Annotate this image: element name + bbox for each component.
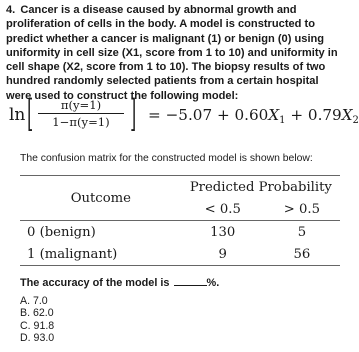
equation-ln: ln [9,105,26,125]
accuracy-suffix: %. [206,277,220,289]
variable-x1: X [268,106,280,124]
plus-sign-2: + [290,106,304,124]
option-c[interactable] [20,320,54,332]
right-bracket: ] [130,92,137,135]
header-row [20,176,340,199]
fraction-denominator: 1−π(y=1) [52,115,110,129]
cell-benign-high: 5 [297,224,307,240]
intercept: −5.07 [165,106,213,124]
row-label-malignant: 1 (malignant) [20,243,182,266]
option-value: 93.0 [33,332,55,345]
question-number: 4. [6,4,16,16]
left-bracket: [ [27,92,34,135]
column-header-high: > 0.5 [264,198,340,221]
answer-blank [174,276,207,286]
question-text-block [6,3,344,103]
cell-malignant-high: 56 [264,243,340,266]
row-label-benign: 0 (benign) [27,224,96,240]
question-body: Cancer is a disease caused by abnormal growth and proliferation of cells in the body. A model is constructed to predict whether a cancer is malignant (1) or benign (0) using uniformity in cell size (X1, score from 1 to 10) and uniformity in cell shape (X2, score from 1 to 10). The biopsy results of two hundred randomly selected patients from a certain hospital were used to construct the following model: [6,4,338,102]
predicted-probability-header: Predicted Probability [182,176,340,199]
outcome-header: Outcome [20,176,182,221]
cell-malignant-low: 9 [182,243,264,266]
cell-benign-low: 130 [210,224,236,240]
confusion-matrix-table [20,175,340,266]
option-b[interactable] [20,307,54,319]
option-letter: A. [20,295,31,307]
option-letter: B. [20,307,31,320]
equation-fraction [36,98,126,129]
option-d[interactable] [20,332,54,344]
coefficient-x1: 0.60 [234,106,269,124]
variable-x2: X [341,106,353,124]
plus-sign-1: + [216,106,230,124]
equals-sign: = [148,106,161,124]
answer-options [20,295,54,345]
equation-right-side [148,106,359,126]
option-a[interactable] [20,295,54,307]
option-letter: C. [20,319,31,332]
option-value: 91.8 [33,319,55,332]
variable-x1-subscript: 1 [279,115,286,126]
option-letter: D. [20,332,31,345]
coefficient-x2: 0.79 [307,106,342,124]
table-row [20,243,340,266]
accuracy-prompt [20,276,219,289]
option-value: 7.0 [32,295,48,307]
logit-equation [9,92,359,135]
accuracy-text: The accuracy of the model is [20,277,170,289]
option-value: 62.0 [32,307,54,320]
column-header-low: < 0.5 [182,198,264,221]
matrix-intro-text: The confusion matrix for the constructed model is shown below: [20,153,313,164]
table-row [20,221,340,244]
variable-x2-subscript: 2 [352,115,359,126]
fraction-numerator: π(y=1) [60,98,102,112]
